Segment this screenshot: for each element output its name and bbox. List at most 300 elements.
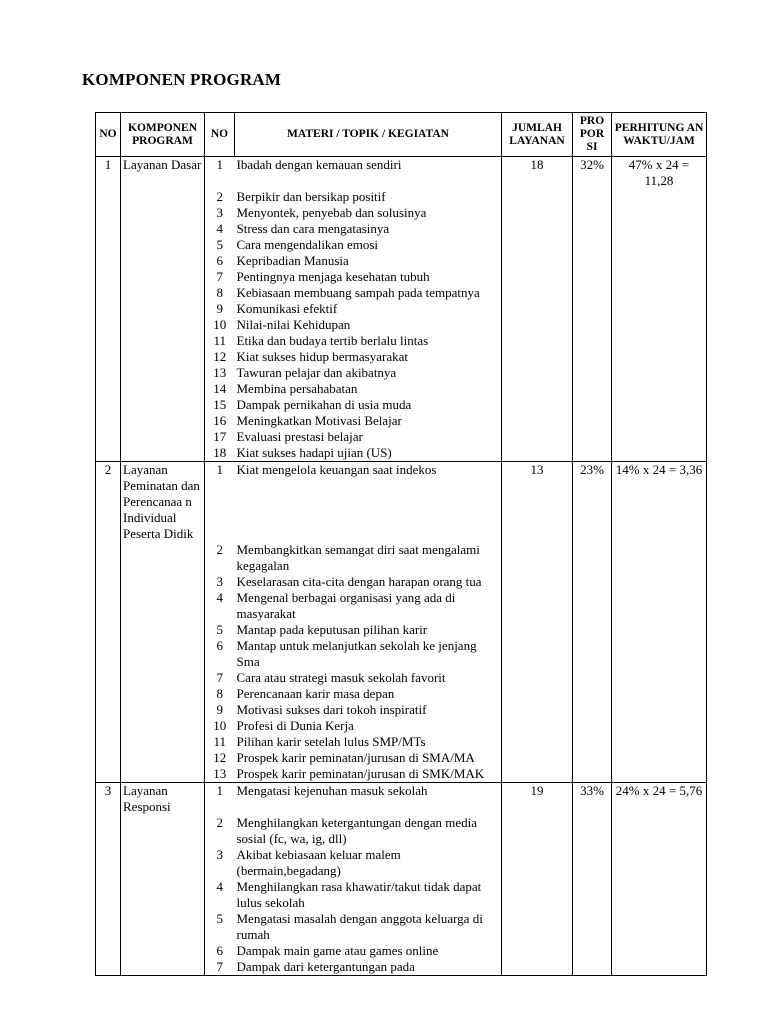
perhitungan-value [612, 542, 707, 574]
jumlah-layanan [502, 590, 573, 622]
item-topic: Stress dan cara mengatasinya [235, 221, 502, 237]
item-number: 12 [205, 750, 235, 766]
group-number [96, 397, 121, 413]
table-row [96, 959, 707, 976]
proporsi-value [573, 253, 612, 269]
table-row [96, 349, 707, 365]
proporsi-value [573, 205, 612, 221]
jumlah-layanan: 19 [502, 783, 573, 816]
table-row [96, 750, 707, 766]
proporsi-value [573, 349, 612, 365]
komponen-name [121, 253, 205, 269]
jumlah-layanan [502, 638, 573, 670]
page-title: KOMPONEN PROGRAM [82, 70, 282, 89]
proporsi-value [573, 686, 612, 702]
jumlah-layanan [502, 686, 573, 702]
item-topic: Ibadah dengan kemauan sendiri [235, 157, 502, 190]
item-number: 4 [205, 590, 235, 622]
group-number [96, 622, 121, 638]
item-number: 17 [205, 429, 235, 445]
perhitungan-value [612, 750, 707, 766]
header-no: NO [96, 113, 121, 157]
group-number [96, 349, 121, 365]
item-topic: Motivasi sukses dari tokoh inspiratif [235, 702, 502, 718]
jumlah-layanan [502, 317, 573, 333]
jumlah-layanan [502, 959, 573, 976]
perhitungan-value [612, 381, 707, 397]
table-row [96, 622, 707, 638]
table-row [96, 783, 707, 816]
group-number [96, 237, 121, 253]
table-row [96, 847, 707, 879]
group-number [96, 911, 121, 943]
proporsi-value [573, 221, 612, 237]
item-topic: Mengatasi kejenuhan masuk sekolah [235, 783, 502, 816]
header-komponen: KOMPONEN PROGRAM [121, 113, 205, 157]
item-topic: Membangkitkan semangat diri saat mengalami kegagalan [235, 542, 502, 574]
komponen-name [121, 205, 205, 221]
perhitungan-value [612, 269, 707, 285]
proporsi-value [573, 269, 612, 285]
table-row [96, 718, 707, 734]
header-no2: NO [205, 113, 235, 157]
item-topic: Cara atau strategi masuk sekolah favorit [235, 670, 502, 686]
item-topic: Mengatasi masalah dengan anggota keluarga di rumah [235, 911, 502, 943]
proporsi-value [573, 815, 612, 847]
jumlah-layanan [502, 221, 573, 237]
table-row [96, 638, 707, 670]
komponen-name [121, 365, 205, 381]
item-number: 13 [205, 365, 235, 381]
perhitungan-value [612, 237, 707, 253]
item-topic: Berpikir dan bersikap positif [235, 189, 502, 205]
group-number: 3 [96, 783, 121, 816]
table-row [96, 445, 707, 462]
table-row [96, 590, 707, 622]
table-row [96, 766, 707, 783]
proporsi-value [573, 542, 612, 574]
item-number: 1 [205, 157, 235, 190]
item-number: 5 [205, 622, 235, 638]
item-number: 7 [205, 959, 235, 976]
item-topic: Mantap untuk melanjutkan sekolah ke jenjang Sma [235, 638, 502, 670]
perhitungan-value [612, 622, 707, 638]
group-number [96, 590, 121, 622]
table-row [96, 237, 707, 253]
table-row [96, 365, 707, 381]
group-number [96, 734, 121, 750]
group-number [96, 670, 121, 686]
table-row [96, 317, 707, 333]
jumlah-layanan [502, 911, 573, 943]
item-number: 18 [205, 445, 235, 462]
group-number [96, 879, 121, 911]
table-row [96, 815, 707, 847]
proporsi-value [573, 911, 612, 943]
jumlah-layanan: 18 [502, 157, 573, 190]
perhitungan-value [612, 847, 707, 879]
item-topic: Kiat mengelola keuangan saat indekos [235, 462, 502, 543]
table-row [96, 879, 707, 911]
perhitungan-value [612, 365, 707, 381]
komponen-name [121, 622, 205, 638]
perhitungan-value: 24% x 24 = 5,76 [612, 783, 707, 816]
proporsi-value [573, 638, 612, 670]
item-number: 2 [205, 815, 235, 847]
komponen-name [121, 590, 205, 622]
jumlah-layanan [502, 349, 573, 365]
table-body [96, 157, 707, 976]
jumlah-layanan [502, 750, 573, 766]
item-number: 1 [205, 462, 235, 543]
komponen-name: Layanan Dasar [121, 157, 205, 190]
komponen-name: Layanan Responsi [121, 783, 205, 816]
komponen-name [121, 815, 205, 847]
group-number [96, 253, 121, 269]
perhitungan-value [612, 702, 707, 718]
jumlah-layanan [502, 734, 573, 750]
item-topic: Kiat sukses hidup bermasyarakat [235, 349, 502, 365]
komponen-name [121, 317, 205, 333]
group-number [96, 718, 121, 734]
perhitungan-value [612, 734, 707, 750]
item-topic: Tawuran pelajar dan akibatnya [235, 365, 502, 381]
jumlah-layanan [502, 237, 573, 253]
proporsi-value [573, 189, 612, 205]
komponen-name [121, 702, 205, 718]
komponen-name [121, 766, 205, 783]
jumlah-layanan [502, 397, 573, 413]
item-topic: Etika dan budaya tertib berlalu lintas [235, 333, 502, 349]
item-topic: Dampak main game atau games online [235, 943, 502, 959]
table-row [96, 702, 707, 718]
item-topic: Menyontek, penyebab dan solusinya [235, 205, 502, 221]
perhitungan-value [612, 205, 707, 221]
perhitungan-value [612, 686, 707, 702]
jumlah-layanan [502, 365, 573, 381]
komponen-name [121, 574, 205, 590]
group-number [96, 429, 121, 445]
proporsi-value [573, 670, 612, 686]
perhitungan-value: 47% x 24 = 11,28 [612, 157, 707, 190]
perhitungan-value [612, 221, 707, 237]
group-number [96, 189, 121, 205]
komponen-name [121, 285, 205, 301]
proporsi-value [573, 879, 612, 911]
item-number: 15 [205, 397, 235, 413]
item-number: 10 [205, 718, 235, 734]
komponen-name [121, 847, 205, 879]
jumlah-layanan [502, 333, 573, 349]
jumlah-layanan [502, 413, 573, 429]
komponen-name [121, 381, 205, 397]
item-topic: Kiat sukses hadapi ujian (US) [235, 445, 502, 462]
item-topic: Prospek karir peminatan/jurusan di SMA/MA [235, 750, 502, 766]
group-number [96, 702, 121, 718]
item-number: 4 [205, 221, 235, 237]
komponen-name [121, 333, 205, 349]
perhitungan-value [612, 285, 707, 301]
table-row [96, 381, 707, 397]
item-number: 3 [205, 847, 235, 879]
komponen-name [121, 718, 205, 734]
item-number: 5 [205, 237, 235, 253]
jumlah-layanan [502, 301, 573, 317]
item-topic: Nilai-nilai Kehidupan [235, 317, 502, 333]
jumlah-layanan [502, 622, 573, 638]
item-number: 7 [205, 269, 235, 285]
perhitungan-value [612, 333, 707, 349]
proporsi-value: 23% [573, 462, 612, 543]
perhitungan-value: 14% x 24 = 3,36 [612, 462, 707, 543]
table-row [96, 429, 707, 445]
item-number: 2 [205, 542, 235, 574]
item-topic: Meningkatkan Motivasi Belajar [235, 413, 502, 429]
perhitungan-value [612, 574, 707, 590]
group-number [96, 221, 121, 237]
jumlah-layanan [502, 847, 573, 879]
item-topic: Evaluasi prestasi belajar [235, 429, 502, 445]
item-number: 11 [205, 333, 235, 349]
proporsi-value [573, 397, 612, 413]
proporsi-value [573, 317, 612, 333]
item-number: 2 [205, 189, 235, 205]
item-topic: Prospek karir peminatan/jurusan di SMK/MAK [235, 766, 502, 783]
item-number: 13 [205, 766, 235, 783]
item-topic: Menghilangkan ketergantungan dengan media sosial (fc, wa, ig, dll) [235, 815, 502, 847]
table-row [96, 157, 707, 190]
item-topic: Membina persahabatan [235, 381, 502, 397]
proporsi-value [573, 702, 612, 718]
komponen-name [121, 879, 205, 911]
perhitungan-value [612, 766, 707, 783]
perhitungan-value [612, 638, 707, 670]
group-number [96, 365, 121, 381]
jumlah-layanan [502, 943, 573, 959]
jumlah-layanan [502, 429, 573, 445]
proporsi-value [573, 285, 612, 301]
item-topic: Akibat kebiasaan keluar malem (bermain,begadang) [235, 847, 502, 879]
item-number: 14 [205, 381, 235, 397]
group-number [96, 943, 121, 959]
item-topic: Kepribadian Manusia [235, 253, 502, 269]
perhitungan-value [612, 879, 707, 911]
table-row [96, 670, 707, 686]
jumlah-layanan [502, 189, 573, 205]
proporsi-value [573, 429, 612, 445]
komponen-name: Layanan Peminatan dan Perencanaa n Individual Peserta Didik [121, 462, 205, 543]
table-row [96, 397, 707, 413]
komponen-name [121, 959, 205, 976]
table-row [96, 911, 707, 943]
group-number [96, 381, 121, 397]
jumlah-layanan [502, 766, 573, 783]
item-topic: Menghilangkan rasa khawatir/takut tidak dapat lulus sekolah [235, 879, 502, 911]
item-number: 8 [205, 686, 235, 702]
table-row [96, 301, 707, 317]
komponen-name [121, 301, 205, 317]
jumlah-layanan [502, 253, 573, 269]
header-perhitungan: PERHITUNG AN WAKTU/JAM [612, 113, 707, 157]
jumlah-layanan [502, 542, 573, 574]
group-number: 2 [96, 462, 121, 543]
komponen-name [121, 750, 205, 766]
item-number: 6 [205, 253, 235, 269]
proporsi-value [573, 847, 612, 879]
group-number [96, 301, 121, 317]
jumlah-layanan [502, 381, 573, 397]
table-row [96, 943, 707, 959]
table-row [96, 413, 707, 429]
item-topic: Kebiasaan membuang sampah pada tempatnya [235, 285, 502, 301]
komponen-name [121, 413, 205, 429]
item-number: 5 [205, 911, 235, 943]
proporsi-value [573, 365, 612, 381]
jumlah-layanan [502, 205, 573, 221]
item-number: 16 [205, 413, 235, 429]
perhitungan-value [612, 718, 707, 734]
group-number [96, 413, 121, 429]
proporsi-value [573, 237, 612, 253]
komponen-name [121, 943, 205, 959]
jumlah-layanan [502, 574, 573, 590]
group-number [96, 847, 121, 879]
group-number [96, 750, 121, 766]
perhitungan-value [612, 413, 707, 429]
group-number [96, 285, 121, 301]
komponen-name [121, 686, 205, 702]
group-number [96, 205, 121, 221]
group-number [96, 333, 121, 349]
komponen-name [121, 429, 205, 445]
jumlah-layanan: 13 [502, 462, 573, 543]
table-row [96, 189, 707, 205]
jumlah-layanan [502, 879, 573, 911]
komponen-name [121, 638, 205, 670]
table-row [96, 253, 707, 269]
proporsi-value [573, 574, 612, 590]
table-row [96, 574, 707, 590]
item-number: 4 [205, 879, 235, 911]
proporsi-value [573, 333, 612, 349]
proporsi-value [573, 381, 612, 397]
item-topic: Mengenal berbagai organisasi yang ada di masyarakat [235, 590, 502, 622]
perhitungan-value [612, 815, 707, 847]
proporsi-value [573, 718, 612, 734]
proporsi-value [573, 590, 612, 622]
proporsi-value [573, 750, 612, 766]
item-topic: Profesi di Dunia Kerja [235, 718, 502, 734]
item-number: 10 [205, 317, 235, 333]
table-row [96, 221, 707, 237]
group-number [96, 542, 121, 574]
perhitungan-value [612, 590, 707, 622]
komponen-name [121, 189, 205, 205]
header-materi: MATERI / TOPIK / KEGIATAN [235, 113, 502, 157]
table-row [96, 686, 707, 702]
item-topic: Pilihan karir setelah lulus SMP/MTs [235, 734, 502, 750]
group-number [96, 574, 121, 590]
perhitungan-value [612, 349, 707, 365]
group-number [96, 766, 121, 783]
item-number: 6 [205, 943, 235, 959]
item-topic: Pentingnya menjaga kesehatan tubuh [235, 269, 502, 285]
jumlah-layanan [502, 670, 573, 686]
komponen-name [121, 542, 205, 574]
item-topic: Dampak dari ketergantungan pada [235, 959, 502, 976]
item-topic: Perencanaan karir masa depan [235, 686, 502, 702]
group-number [96, 445, 121, 462]
item-number: 11 [205, 734, 235, 750]
item-number: 9 [205, 301, 235, 317]
perhitungan-value [612, 911, 707, 943]
table-row [96, 205, 707, 221]
komponen-name [121, 445, 205, 462]
komponen-name [121, 911, 205, 943]
item-number: 12 [205, 349, 235, 365]
item-topic: Cara mengendalikan emosi [235, 237, 502, 253]
jumlah-layanan [502, 718, 573, 734]
group-number [96, 638, 121, 670]
item-topic: Dampak pernikahan di usia muda [235, 397, 502, 413]
proporsi-value: 33% [573, 783, 612, 816]
item-number: 3 [205, 205, 235, 221]
komponen-name [121, 670, 205, 686]
group-number [96, 959, 121, 976]
group-number [96, 686, 121, 702]
item-topic: Komunikasi efektif [235, 301, 502, 317]
proporsi-value [573, 766, 612, 783]
header-jumlah: JUMLAH LAYANAN [502, 113, 573, 157]
proporsi-value [573, 445, 612, 462]
perhitungan-value [612, 959, 707, 976]
perhitungan-value [612, 670, 707, 686]
perhitungan-value [612, 445, 707, 462]
table-row [96, 542, 707, 574]
item-topic: Keselarasan cita-cita dengan harapan orang tua [235, 574, 502, 590]
jumlah-layanan [502, 285, 573, 301]
item-number: 7 [205, 670, 235, 686]
proporsi-value [573, 943, 612, 959]
jumlah-layanan [502, 445, 573, 462]
item-number: 3 [205, 574, 235, 590]
jumlah-layanan [502, 269, 573, 285]
table-row [96, 462, 707, 543]
perhitungan-value [612, 429, 707, 445]
komponen-name [121, 349, 205, 365]
item-number: 6 [205, 638, 235, 670]
table-row [96, 734, 707, 750]
perhitungan-value [612, 397, 707, 413]
perhitungan-value [612, 253, 707, 269]
proporsi-value [573, 622, 612, 638]
proporsi-value [573, 301, 612, 317]
komponen-name [121, 221, 205, 237]
item-number: 9 [205, 702, 235, 718]
proporsi-value [573, 413, 612, 429]
komponen-name [121, 734, 205, 750]
header-proporsi: PRO POR SI [573, 113, 612, 157]
group-number [96, 815, 121, 847]
group-number [96, 269, 121, 285]
table-row [96, 333, 707, 349]
proporsi-value: 32% [573, 157, 612, 190]
table-row [96, 285, 707, 301]
komponen-name [121, 397, 205, 413]
jumlah-layanan [502, 702, 573, 718]
group-number [96, 317, 121, 333]
proporsi-value [573, 734, 612, 750]
